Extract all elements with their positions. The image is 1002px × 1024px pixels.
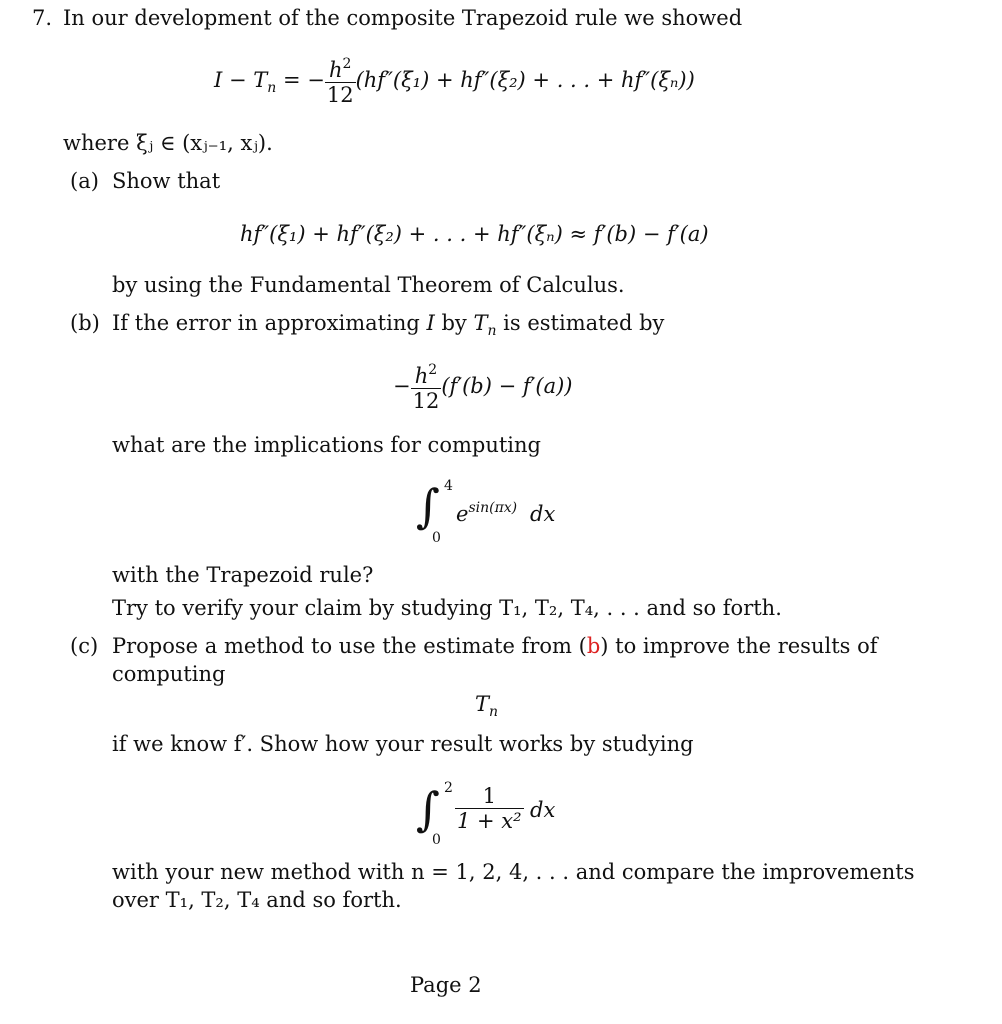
part-b-text-mid: by bbox=[434, 311, 474, 335]
error-minus: − bbox=[393, 374, 411, 398]
integral-sign-2: ∫ bbox=[416, 782, 440, 836]
part-b-after2: Try to verify your claim by studying T₁, T₂, T₄, . . . and so forth. bbox=[112, 596, 782, 620]
error-rest: (f′(b) − f′(a)) bbox=[441, 374, 573, 398]
integrand-base: e bbox=[456, 502, 469, 526]
part-b-question: what are the implications for computing bbox=[112, 433, 541, 457]
error-fraction bbox=[411, 362, 442, 413]
integral-2-fraction bbox=[455, 784, 524, 833]
eq-frac-num-sup: 2 bbox=[342, 56, 352, 72]
part-a-label: (a) bbox=[70, 169, 99, 193]
integral-1-upper: 4 bbox=[444, 478, 453, 494]
part-b-text-T: T bbox=[473, 311, 488, 335]
integral-2-frac-num: 1 bbox=[482, 784, 496, 808]
part-c-line3: if we know f′. Show how your result works by studying bbox=[112, 732, 694, 756]
problem-intro: In our development of the composite Trapezoid rule we showed bbox=[63, 6, 743, 30]
error-frac-num-sup: 2 bbox=[428, 362, 438, 378]
part-b-text bbox=[112, 311, 664, 339]
integral-1-integrand bbox=[456, 500, 517, 526]
part-b-text-T-sub: n bbox=[487, 323, 497, 339]
part-c-line1-post: ) to improve the results of bbox=[600, 634, 878, 658]
part-b-label: (b) bbox=[70, 311, 100, 335]
part-a-text: Show that bbox=[112, 169, 221, 193]
integral-1-lower: 0 bbox=[432, 530, 441, 546]
part-b-text-post: is estimated by bbox=[496, 311, 665, 335]
integral-2-lower: 0 bbox=[432, 832, 441, 848]
center-T-sub: n bbox=[489, 704, 499, 720]
integral-2-frac-den: 1 + x² bbox=[457, 809, 522, 833]
part-a-after: by using the Fundamental Theorem of Calculus. bbox=[112, 273, 625, 297]
part-b-text-pre: If the error in approximating bbox=[112, 311, 427, 335]
center-T: T bbox=[475, 692, 490, 716]
eq-frac-den: 12 bbox=[326, 83, 354, 107]
error-estimate bbox=[393, 362, 573, 413]
eq-lhs-sub: n bbox=[267, 80, 277, 96]
main-equation bbox=[214, 56, 695, 107]
part-c-after1: with your new method with n = 1, 2, 4, . . . and compare the improvements bbox=[112, 860, 915, 884]
part-b-reference-link[interactable]: b bbox=[586, 634, 601, 658]
integral-2-upper: 2 bbox=[444, 780, 453, 796]
integral-1-dx: dx bbox=[530, 502, 556, 526]
page-number: Page 2 bbox=[410, 973, 482, 997]
integral-sign-1: ∫ bbox=[416, 479, 440, 533]
part-b-text-I: I bbox=[426, 311, 435, 335]
part-c-label: (c) bbox=[70, 634, 99, 658]
part-a-equation: hf″(ξ₁) + hf″(ξ₂) + . . . + hf″(ξₙ) ≈ f′(b) − f′(a) bbox=[240, 222, 709, 246]
eq-rhs: (hf″(ξ₁) + hf″(ξ₂) + . . . + hf″(ξₙ)) bbox=[355, 68, 695, 92]
center-Tn bbox=[475, 692, 498, 720]
eq-frac-num: h bbox=[328, 58, 343, 82]
error-frac-den: 12 bbox=[412, 389, 440, 413]
part-c-line1 bbox=[112, 634, 878, 658]
problem-number: 7. bbox=[32, 6, 53, 30]
integral-2-dx: dx bbox=[530, 798, 556, 822]
eq-lhs: I − T bbox=[214, 68, 268, 92]
integrand-exp: sin(πx) bbox=[468, 500, 518, 516]
eq-sign: = − bbox=[282, 68, 325, 92]
part-c-line2: computing bbox=[112, 662, 226, 686]
part-c-after2: over T₁, T₂, T₄ and so forth. bbox=[112, 888, 402, 912]
part-b-after1: with the Trapezoid rule? bbox=[112, 563, 374, 587]
part-c-line1-pre: Propose a method to use the estimate from ( bbox=[112, 634, 587, 658]
where-clause: where ξⱼ ∈ (xⱼ₋₁, xⱼ). bbox=[63, 131, 273, 155]
eq-fraction bbox=[325, 56, 356, 107]
error-frac-num: h bbox=[414, 364, 429, 388]
